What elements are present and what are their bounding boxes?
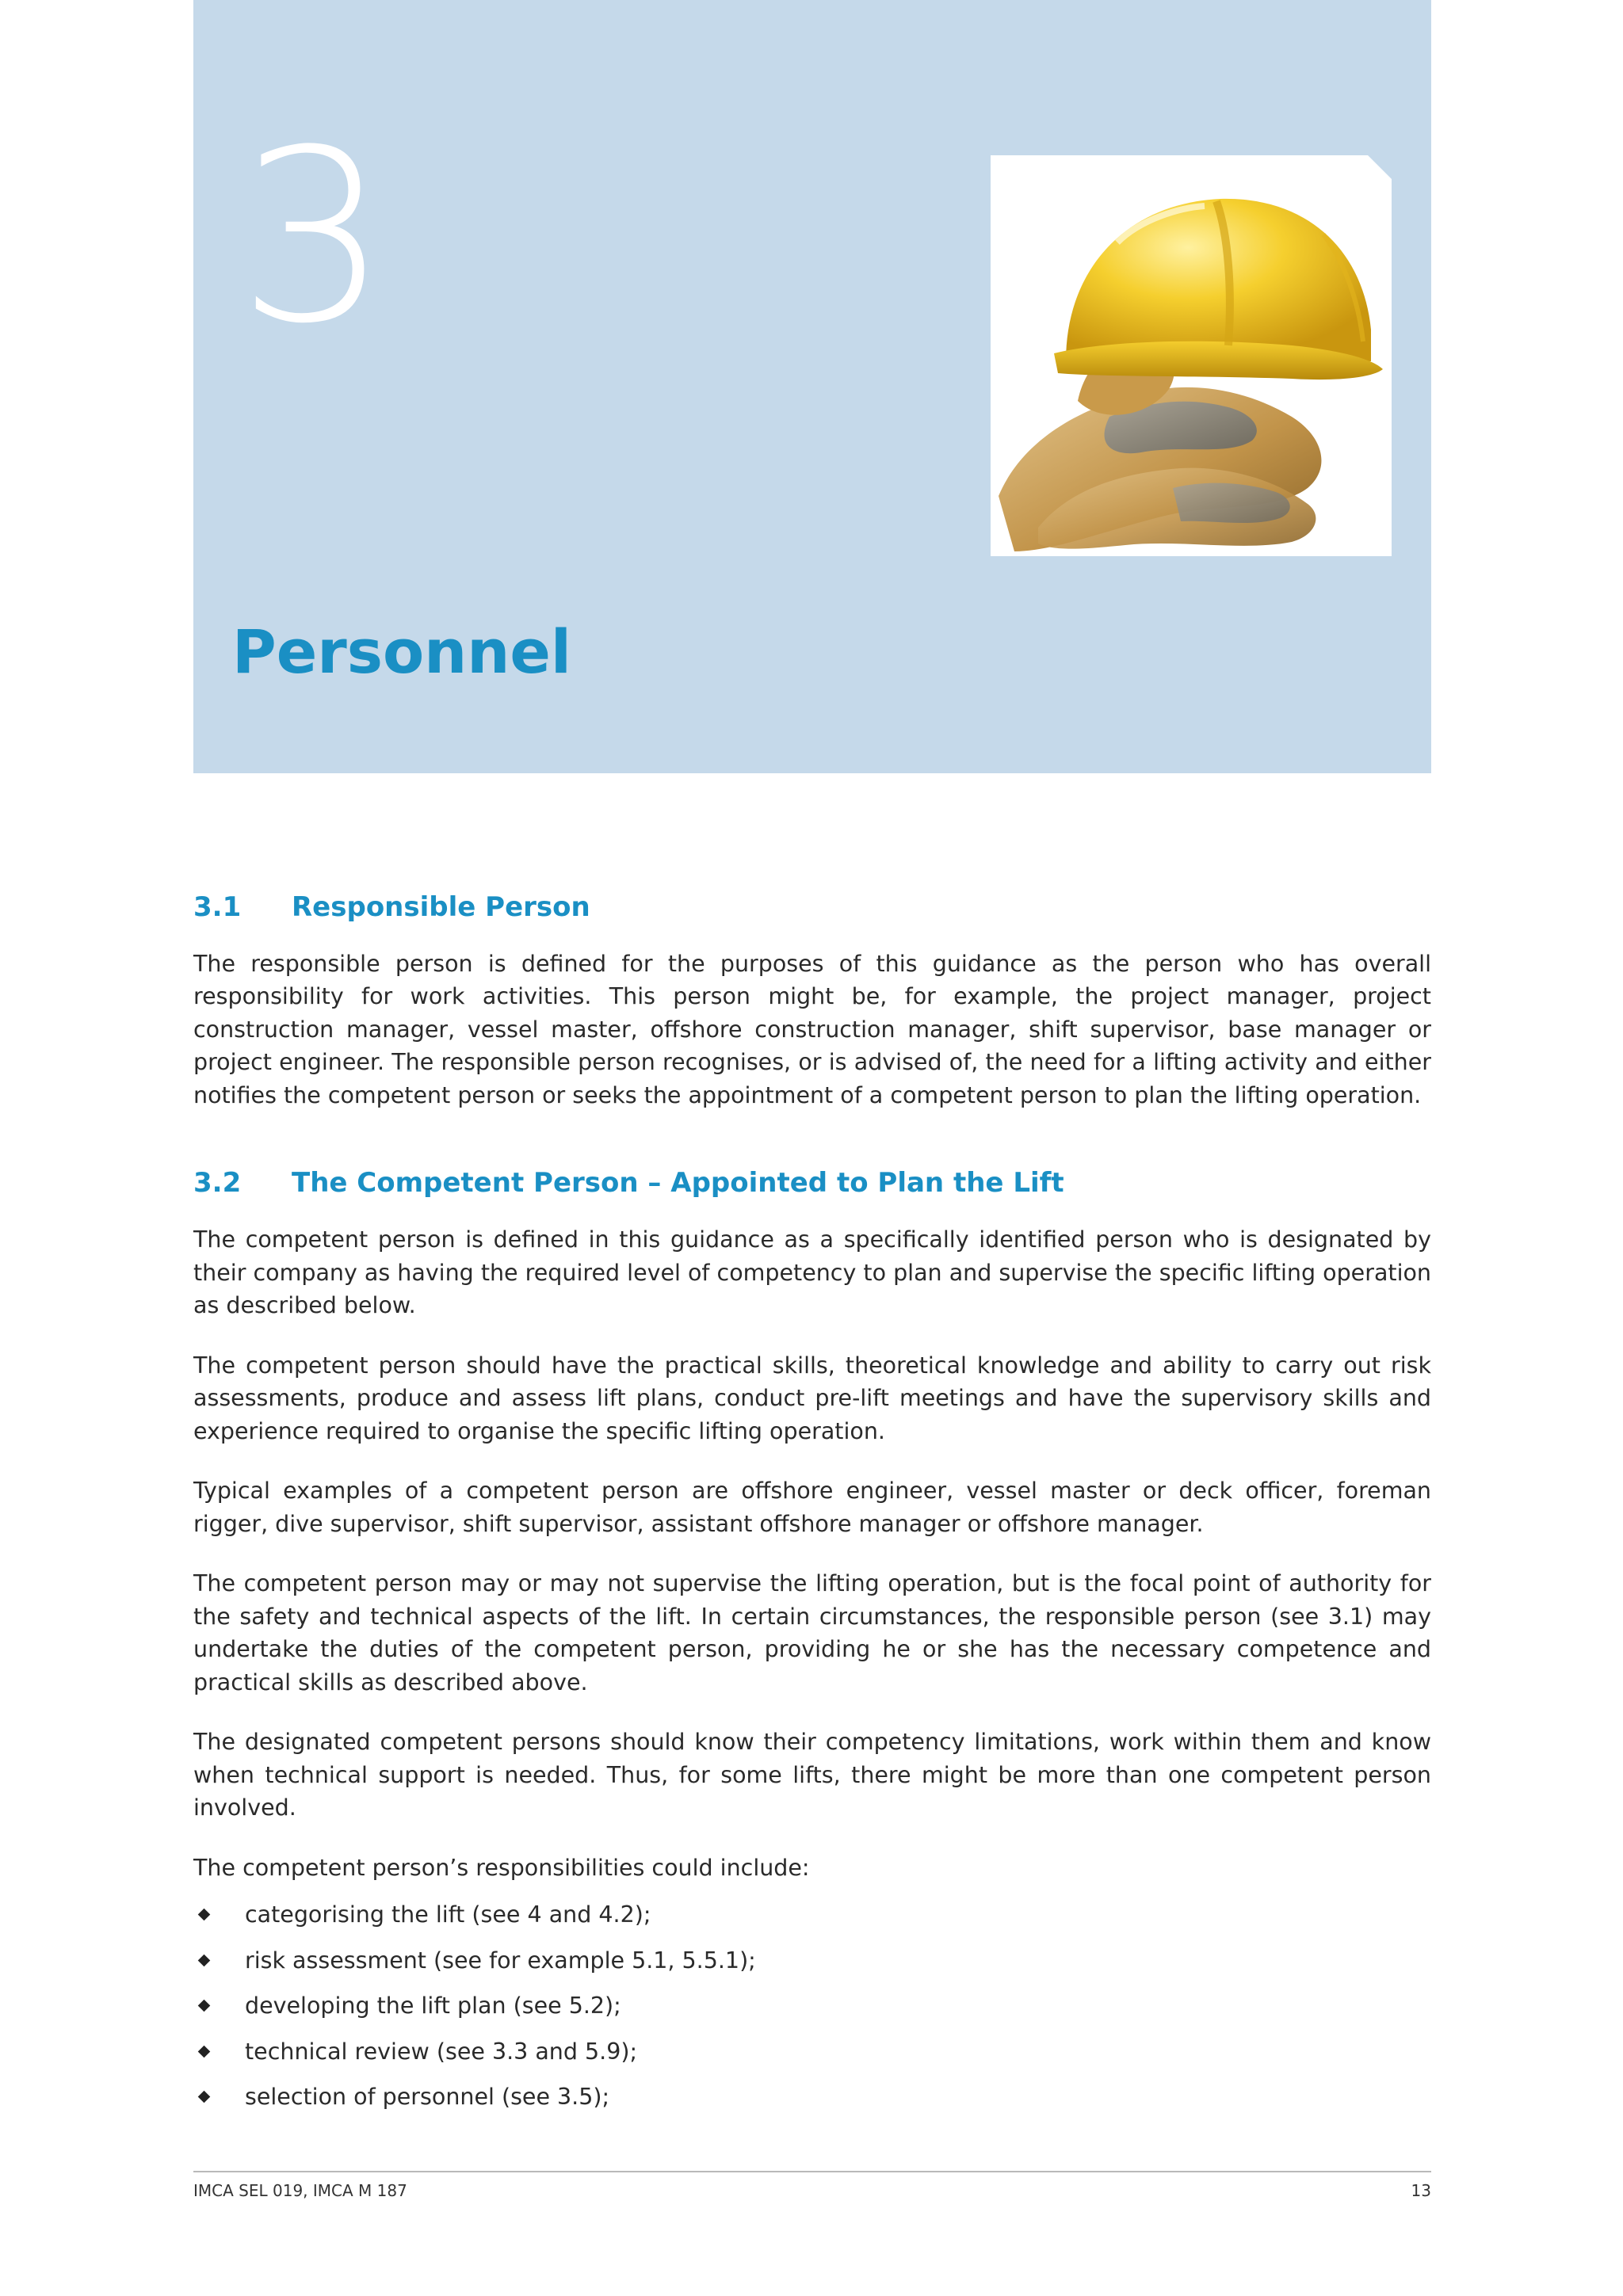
list-item xyxy=(193,1898,1431,1932)
paragraph: The competent person may or may not supervise the lifting operation, but is the focal point of authority for the safety and technical aspects of the lift. In certain circumstances, the responsible person (see 3.1) may undertake the duties of the competent person, providing he or she has the necessary competence and practical skills as described above. xyxy=(193,1570,1431,1695)
diamond-bullet-icon xyxy=(198,1909,211,1921)
diamond-bullet-icon xyxy=(198,2046,211,2058)
list-item xyxy=(193,2081,1431,2114)
list-item xyxy=(193,1989,1431,2023)
section-heading-3-1 xyxy=(193,891,1431,924)
paragraph: The designated competent persons should know their competency limitations, work within them and know when technical support is needed. Thus, for some lifts, there might be more than one competent person involved. xyxy=(193,1729,1431,1821)
list-item-text: categorising the lift (see 4 and 4.2); xyxy=(245,1901,651,1928)
paragraph: The competent person should have the practical skills, theoretical knowledge and ability to carry out risk assessments, produce and assess lift plans, conduct pre-lift meetings and have the supervisory skills and experience required to organise the specific lifting operation. xyxy=(193,1352,1431,1444)
paragraph: The responsible person is defined for the purposes of this guidance as the person who has overall responsibility for work activities. This person might be, for example, the project manager, project construction manager, vessel master, offshore construction manager, shift supervisor, base manager or project engineer. The responsible person recognises, or is advised of, the need for a lifting activity and either notifies the competent person or seeks the appointment of a competent person to plan the lifting operation. xyxy=(193,950,1431,1108)
section-title: Responsible Person xyxy=(292,891,590,923)
section-number: 3.2 xyxy=(193,1167,242,1199)
list-item xyxy=(193,1944,1431,1978)
section-heading-3-2 xyxy=(193,1167,1431,1199)
section-title: The Competent Person – Appointed to Plan the Lift xyxy=(292,1167,1064,1199)
responsibilities-list xyxy=(193,1898,1431,2114)
chapter-number: 3 xyxy=(238,99,389,376)
list-item xyxy=(193,2035,1431,2069)
footer-page-number: 13 xyxy=(1411,2181,1431,2200)
list-item-text: selection of personnel (see 3.5); xyxy=(245,2084,610,2111)
diamond-bullet-icon xyxy=(198,2000,211,2012)
section-number: 3.1 xyxy=(193,891,242,923)
diamond-bullet-icon xyxy=(198,2091,211,2103)
footer-document-ref: IMCA SEL 019, IMCA M 187 xyxy=(193,2181,407,2200)
paragraph: Typical examples of a competent person are offshore engineer, vessel master or deck officer, foreman rigger, dive supervisor, shift supervisor, assistant offshore manager or offshore manager. xyxy=(193,1478,1431,1537)
chapter-title: Personnel xyxy=(232,616,571,687)
main-content xyxy=(193,891,1431,2126)
list-item-text: risk assessment (see for example 5.1, 5.5.1); xyxy=(245,1947,756,1974)
paragraph: The competent person’s responsibilities could include: xyxy=(193,1854,810,1881)
paragraph: The competent person is defined in this guidance as a specifically identified person who is designated by their company as having the required level of competency to plan and supervise the specific lifting operation as described below. xyxy=(193,1226,1431,1319)
hard-hat-gloves-photo xyxy=(991,155,1392,556)
list-item-text: developing the lift plan (see 5.2); xyxy=(245,1993,621,2019)
list-item-text: technical review (see 3.3 and 5.9); xyxy=(245,2038,638,2065)
diamond-bullet-icon xyxy=(198,1955,211,1967)
footer-divider xyxy=(193,2171,1431,2172)
